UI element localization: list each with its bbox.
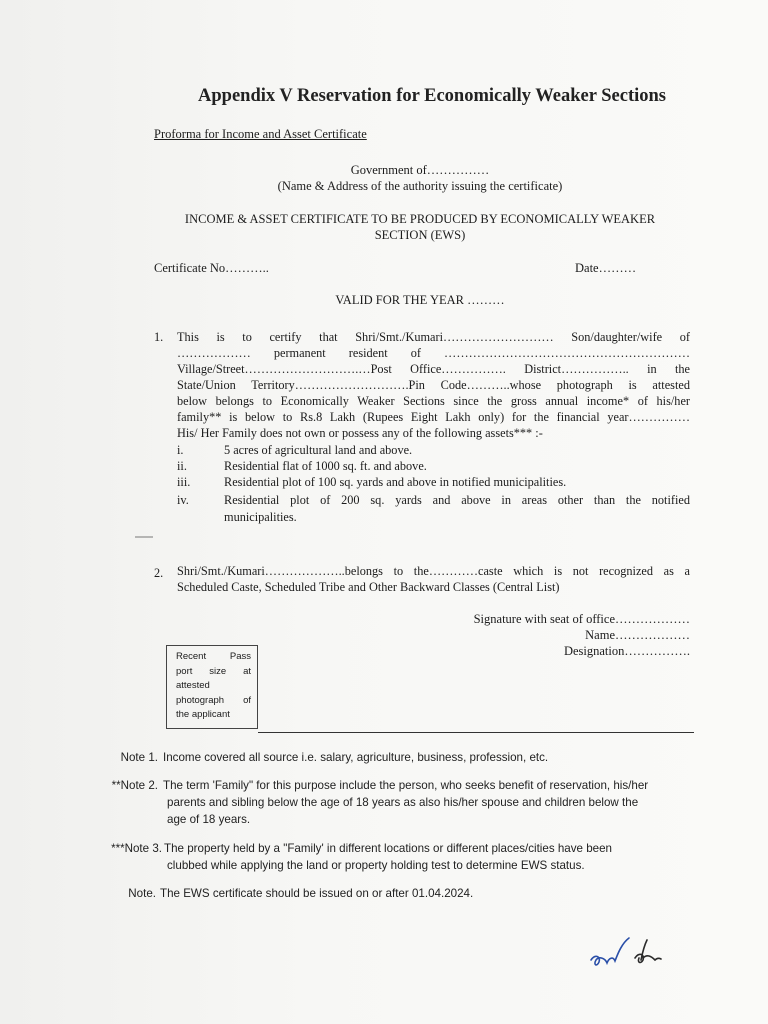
note-text: clubbed while applying the land or property holding test to determine EWS status. [167, 859, 585, 872]
certificate-date: Date……… [575, 261, 637, 275]
asset-numeral: ii. [177, 459, 187, 473]
note-text: The term 'Family" for this purpose include the person, who seeks benefit of reservation, his/her [163, 779, 649, 792]
government-line: Government of…………… [350, 163, 490, 177]
asset-numeral: i. [177, 443, 184, 457]
horizontal-rule [258, 732, 694, 733]
asset-numeral: iv. [177, 493, 189, 507]
certificate-number: Certificate No……….. [154, 261, 269, 275]
asset-numeral: iii. [177, 475, 191, 489]
para-1-line: State/Union Territory……………………….Pin Code………..whose photograph is attested [177, 378, 690, 392]
asset-item: 5 acres of agricultural land and above. [224, 443, 413, 457]
signature-name-line: Name……………… [585, 628, 690, 642]
para-2-line: Scheduled Caste, Scheduled Tribe and Other Backward Classes (Central List) [177, 580, 560, 594]
note-text: The EWS certificate should be issued on or after 01.04.2024. [160, 887, 474, 900]
photo-box-text: Recent [176, 651, 207, 662]
handwritten-initials [585, 930, 675, 975]
para-2-line: Shri/Smt./Kumari………………..belongs to the…………caste which is not recognized as a [177, 564, 690, 578]
para-1-number: 1. [154, 330, 164, 344]
note-label: **Note 2. [111, 779, 158, 792]
stray-mark [135, 536, 153, 538]
para-1-line: Village/Street……………………….…Post Office……………. District…………….. in the [177, 362, 690, 376]
note-label: Note. [128, 887, 156, 900]
photo-box-text: photograph [176, 694, 225, 706]
note-text: age of 18 years. [167, 813, 251, 826]
note-label: ***Note 3. [111, 842, 162, 855]
photo-box-text: size [209, 665, 227, 677]
photo-box-text: attested [176, 680, 210, 691]
asset-item: Residential plot of 200 sq. yards and above in areas other than the notified [224, 493, 690, 507]
note-label: Note 1. [120, 751, 158, 764]
signature-designation-line: Designation……………. [563, 644, 690, 658]
page-title: Appendix V Reservation for Economically Weaker Sections [198, 86, 666, 106]
photo-box-text: Pass [229, 651, 251, 662]
para-1-line: below belongs to Economically Weaker Sections since the gross annual income* of his/her [177, 394, 690, 408]
photo-box-text: of [243, 694, 251, 706]
note-text: parents and sibling below the age of 18 years as also his/her spouse and children below the [167, 796, 639, 809]
para-1-line: ……………… permanent resident of …………………………………………………… [177, 346, 690, 360]
proforma-subtitle: Proforma for Income and Asset Certificate [154, 127, 367, 141]
note-text: The property held by a "Family' in different locations or different places/cities have been [164, 842, 612, 855]
photo-placeholder-box [166, 645, 258, 729]
valid-for-year: VALID FOR THE YEAR ……… [335, 293, 505, 307]
para-1-line: His/ Her Family does not own or possess any of the following assets*** :- [177, 426, 543, 440]
para-1-line: This is to certify that Shri/Smt./Kumari……………………… Son/daughter/wife of [177, 330, 690, 344]
note-text: Income covered all source i.e. salary, agriculture, business, profession, etc. [163, 751, 549, 764]
photo-box-text: at [243, 665, 251, 677]
para-2-number: 2. [154, 566, 164, 580]
asset-item: Residential flat of 1000 sq. ft. and above. [224, 459, 427, 473]
signature-seal-line: Signature with seat of office……………… [473, 612, 690, 626]
photo-box-text: port [176, 665, 193, 677]
para-1-line: family** is below to Rs.8 Lakh (Rupees Eight Lakh only) for the financial year…………… [177, 410, 690, 424]
authority-line: (Name & Address of the authority issuing the certificate) [277, 179, 563, 193]
certificate-heading-1: INCOME & ASSET CERTIFICATE TO BE PRODUCED BY ECONOMICALLY WEAKER [184, 212, 656, 226]
asset-item-continuation: municipalities. [224, 510, 297, 524]
asset-item: Residential plot of 100 sq. yards and above in notified municipalities. [224, 475, 567, 489]
photo-box-text: the applicant [176, 709, 230, 720]
certificate-heading-2: SECTION (EWS) [374, 228, 466, 242]
